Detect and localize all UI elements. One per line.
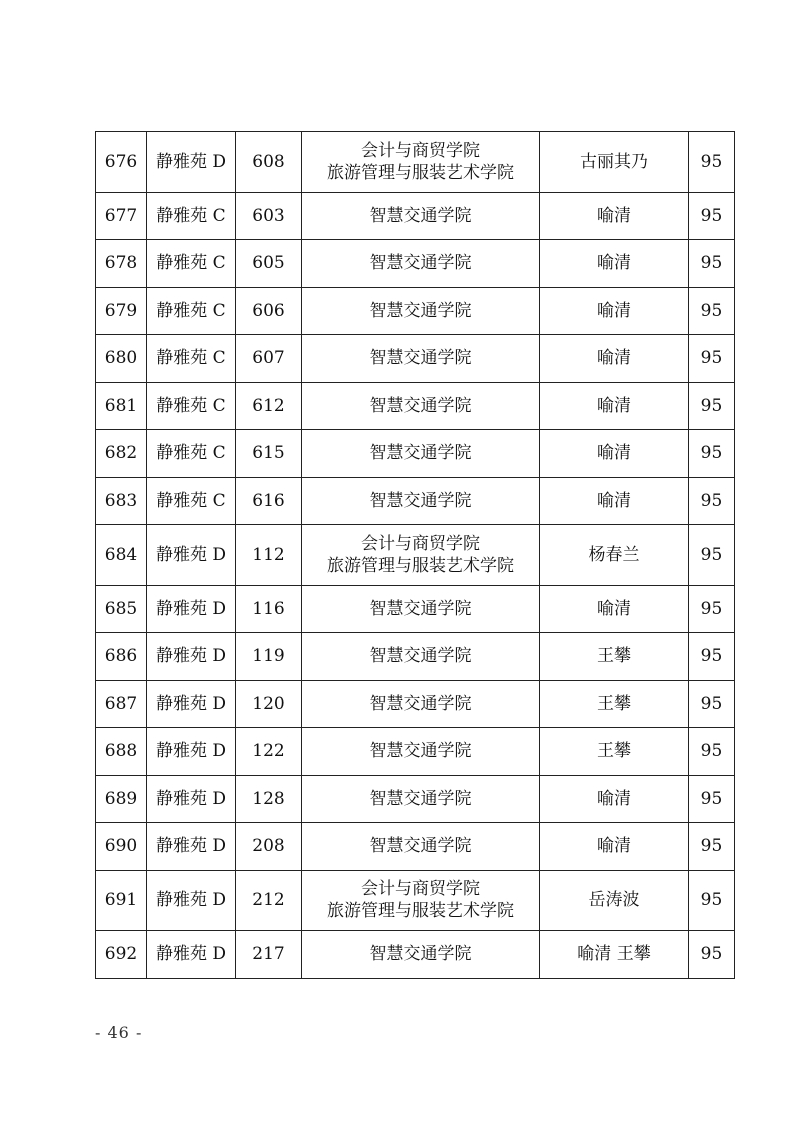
room-cell: 112 xyxy=(236,525,302,586)
row-number-cell: 683 xyxy=(96,477,147,525)
room-cell: 116 xyxy=(236,585,302,633)
row-number-cell: 686 xyxy=(96,633,147,681)
table-row xyxy=(96,585,735,633)
person-cell: 喻清 xyxy=(540,240,689,288)
building-cell: 静雅苑 D xyxy=(147,585,236,633)
room-cell: 128 xyxy=(236,775,302,823)
row-number-cell: 690 xyxy=(96,823,147,871)
building-cell: 静雅苑 C xyxy=(147,430,236,478)
department-cell xyxy=(302,870,540,931)
score-cell: 95 xyxy=(689,287,735,335)
department-line: 旅游管理与服装艺术学院 xyxy=(327,555,514,576)
department-cell xyxy=(302,132,540,193)
department-line: 智慧交通学院 xyxy=(369,205,472,226)
page-number: - 46 - xyxy=(95,1023,143,1042)
person-cell: 喻清 xyxy=(540,192,689,240)
room-cell: 605 xyxy=(236,240,302,288)
person-cell: 喻清 xyxy=(540,823,689,871)
row-number-cell: 687 xyxy=(96,680,147,728)
person-cell: 杨春兰 xyxy=(540,525,689,586)
room-cell: 612 xyxy=(236,382,302,430)
row-number-cell: 680 xyxy=(96,335,147,383)
row-number-cell: 678 xyxy=(96,240,147,288)
department-line: 智慧交通学院 xyxy=(369,836,472,857)
score-cell: 95 xyxy=(689,430,735,478)
department-line: 智慧交通学院 xyxy=(369,253,472,274)
row-number-cell: 688 xyxy=(96,728,147,776)
person-cell: 喻清 xyxy=(540,430,689,478)
room-cell: 212 xyxy=(236,870,302,931)
building-cell: 静雅苑 D xyxy=(147,931,236,979)
department-cell xyxy=(302,240,540,288)
department-line: 智慧交通学院 xyxy=(369,741,472,762)
room-cell: 607 xyxy=(236,335,302,383)
score-cell: 95 xyxy=(689,335,735,383)
building-cell: 静雅苑 D xyxy=(147,775,236,823)
department-cell xyxy=(302,287,540,335)
department-line: 旅游管理与服装艺术学院 xyxy=(327,901,514,922)
score-cell: 95 xyxy=(689,477,735,525)
department-line: 智慧交通学院 xyxy=(369,598,472,619)
room-cell: 119 xyxy=(236,633,302,681)
score-cell: 95 xyxy=(689,192,735,240)
score-cell: 95 xyxy=(689,728,735,776)
row-number-cell: 685 xyxy=(96,585,147,633)
building-cell: 静雅苑 D xyxy=(147,525,236,586)
score-cell: 95 xyxy=(689,870,735,931)
score-cell: 95 xyxy=(689,382,735,430)
person-cell: 岳涛波 xyxy=(540,870,689,931)
table-row xyxy=(96,132,735,193)
person-cell: 王攀 xyxy=(540,680,689,728)
row-number-cell: 681 xyxy=(96,382,147,430)
building-cell: 静雅苑 D xyxy=(147,132,236,193)
building-cell: 静雅苑 C xyxy=(147,477,236,525)
building-cell: 静雅苑 C xyxy=(147,335,236,383)
building-cell: 静雅苑 C xyxy=(147,287,236,335)
building-cell: 静雅苑 C xyxy=(147,382,236,430)
table-row xyxy=(96,382,735,430)
table-row xyxy=(96,633,735,681)
person-cell: 喻清 xyxy=(540,382,689,430)
building-cell: 静雅苑 C xyxy=(147,192,236,240)
department-cell xyxy=(302,477,540,525)
person-cell: 王攀 xyxy=(540,728,689,776)
person-cell: 喻清 xyxy=(540,335,689,383)
room-cell: 615 xyxy=(236,430,302,478)
department-cell xyxy=(302,633,540,681)
table-body xyxy=(96,132,735,979)
building-cell: 静雅苑 C xyxy=(147,240,236,288)
score-cell: 95 xyxy=(689,823,735,871)
department-cell xyxy=(302,382,540,430)
room-cell: 208 xyxy=(236,823,302,871)
department-cell xyxy=(302,192,540,240)
score-cell: 95 xyxy=(689,132,735,193)
person-cell: 喻清 xyxy=(540,585,689,633)
department-cell xyxy=(302,728,540,776)
table-row xyxy=(96,335,735,383)
department-cell xyxy=(302,430,540,478)
person-cell: 王攀 xyxy=(540,633,689,681)
room-cell: 608 xyxy=(236,132,302,193)
row-number-cell: 692 xyxy=(96,931,147,979)
department-line: 智慧交通学院 xyxy=(369,395,472,416)
department-cell xyxy=(302,680,540,728)
room-cell: 217 xyxy=(236,931,302,979)
row-number-cell: 676 xyxy=(96,132,147,193)
department-line: 智慧交通学院 xyxy=(369,788,472,809)
building-cell: 静雅苑 D xyxy=(147,823,236,871)
building-cell: 静雅苑 D xyxy=(147,728,236,776)
room-cell: 120 xyxy=(236,680,302,728)
row-number-cell: 682 xyxy=(96,430,147,478)
department-cell xyxy=(302,585,540,633)
table-row xyxy=(96,823,735,871)
person-cell: 喻清 王攀 xyxy=(540,931,689,979)
building-cell: 静雅苑 D xyxy=(147,633,236,681)
table-row xyxy=(96,870,735,931)
department-line: 智慧交通学院 xyxy=(369,348,472,369)
row-number-cell: 691 xyxy=(96,870,147,931)
building-cell: 静雅苑 D xyxy=(147,680,236,728)
person-cell: 喻清 xyxy=(540,287,689,335)
score-cell: 95 xyxy=(689,931,735,979)
person-cell: 喻清 xyxy=(540,775,689,823)
table-row xyxy=(96,525,735,586)
department-line: 旅游管理与服装艺术学院 xyxy=(327,162,514,183)
score-cell: 95 xyxy=(689,680,735,728)
person-cell: 古丽其乃 xyxy=(540,132,689,193)
department-line: 智慧交通学院 xyxy=(369,646,472,667)
department-line: 智慧交通学院 xyxy=(369,443,472,464)
department-cell xyxy=(302,931,540,979)
table-row xyxy=(96,287,735,335)
department-line: 会计与商贸学院 xyxy=(361,140,480,161)
score-cell: 95 xyxy=(689,633,735,681)
row-number-cell: 689 xyxy=(96,775,147,823)
building-cell: 静雅苑 D xyxy=(147,870,236,931)
department-line: 会计与商贸学院 xyxy=(361,533,480,554)
score-cell: 95 xyxy=(689,775,735,823)
row-number-cell: 684 xyxy=(96,525,147,586)
score-cell: 95 xyxy=(689,525,735,586)
department-line: 智慧交通学院 xyxy=(369,300,472,321)
department-cell xyxy=(302,775,540,823)
department-cell xyxy=(302,823,540,871)
row-number-cell: 677 xyxy=(96,192,147,240)
department-line: 会计与商贸学院 xyxy=(361,879,480,900)
department-cell xyxy=(302,335,540,383)
person-cell: 喻清 xyxy=(540,477,689,525)
score-cell: 95 xyxy=(689,585,735,633)
table-row xyxy=(96,477,735,525)
department-cell xyxy=(302,525,540,586)
department-line: 智慧交通学院 xyxy=(369,944,472,965)
room-cell: 606 xyxy=(236,287,302,335)
table-row xyxy=(96,775,735,823)
dorm-inspection-table xyxy=(95,131,735,979)
score-cell: 95 xyxy=(689,240,735,288)
row-number-cell: 679 xyxy=(96,287,147,335)
table-row xyxy=(96,192,735,240)
room-cell: 616 xyxy=(236,477,302,525)
department-line: 智慧交通学院 xyxy=(369,490,472,511)
table-row xyxy=(96,680,735,728)
room-cell: 603 xyxy=(236,192,302,240)
department-line: 智慧交通学院 xyxy=(369,693,472,714)
table-row xyxy=(96,931,735,979)
table-row xyxy=(96,728,735,776)
table-row xyxy=(96,240,735,288)
room-cell: 122 xyxy=(236,728,302,776)
table-row xyxy=(96,430,735,478)
